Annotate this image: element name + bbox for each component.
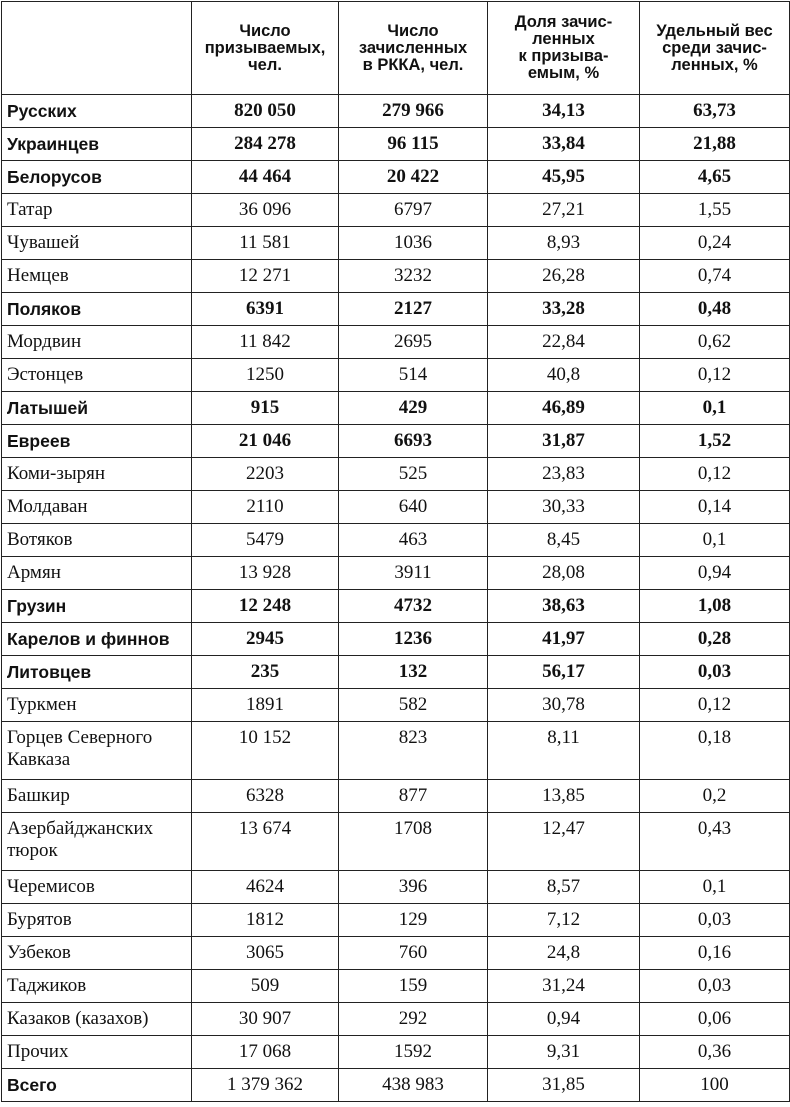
cell-called: 509	[192, 970, 339, 1003]
cell-nationality: Бурятов	[2, 904, 192, 937]
header-weight-line-1: Удельный вес	[656, 21, 773, 40]
cell-share: 41,97	[488, 623, 640, 656]
cell-nationality: Белорусов	[2, 161, 192, 194]
cell-enlisted: 429	[339, 392, 488, 425]
cell-enlisted: 463	[339, 524, 488, 557]
cell-share: 7,12	[488, 904, 640, 937]
header-weight-line-2: среди зачис-	[662, 38, 767, 57]
cell-share: 0,94	[488, 1003, 640, 1036]
cell-share: 38,63	[488, 590, 640, 623]
cell-share: 40,8	[488, 359, 640, 392]
cell-weight: 0,18	[640, 722, 790, 780]
cell-weight: 0,12	[640, 689, 790, 722]
cell-called: 30 907	[192, 1003, 339, 1036]
cell-share: 13,85	[488, 780, 640, 813]
cell-called: 2110	[192, 491, 339, 524]
cell-nationality: Евреев	[2, 425, 192, 458]
cell-enlisted: 1236	[339, 623, 488, 656]
cell-nationality: Горцев Северного Кавказа	[2, 722, 192, 780]
table-row	[2, 557, 790, 590]
cell-nationality: Русских	[2, 95, 192, 128]
cell-weight: 0,62	[640, 326, 790, 359]
header-enlisted-line-1: Число	[387, 21, 439, 40]
cell-weight: 4,65	[640, 161, 790, 194]
cell-share: 56,17	[488, 656, 640, 689]
header-enlisted-line-2: зачисленных	[358, 38, 468, 57]
cell-enlisted: 1708	[339, 813, 488, 871]
cell-enlisted: 20 422	[339, 161, 488, 194]
cell-called: 2203	[192, 458, 339, 491]
cell-called: 915	[192, 392, 339, 425]
cell-nationality: Чувашей	[2, 227, 192, 260]
cell-nationality: Татар	[2, 194, 192, 227]
cell-called: 11 581	[192, 227, 339, 260]
total-row	[2, 1069, 790, 1102]
cell-weight: 1,55	[640, 194, 790, 227]
header-called-line-3: чел.	[248, 55, 282, 74]
cell-nationality: Эстонцев	[2, 359, 192, 392]
header-share-line-2: ленных	[532, 30, 595, 48]
cell-called: 2945	[192, 623, 339, 656]
cell-nationality: Армян	[2, 557, 192, 590]
cell-share: 33,28	[488, 293, 640, 326]
cell-enlisted: 396	[339, 871, 488, 904]
cell-nationality: Грузин	[2, 590, 192, 623]
cell-weight: 0,03	[640, 904, 790, 937]
table-row	[2, 194, 790, 227]
cell-enlisted: 582	[339, 689, 488, 722]
table-row	[2, 689, 790, 722]
total-enlisted: 438 983	[339, 1069, 488, 1102]
cell-weight: 0,1	[640, 524, 790, 557]
total-called: 1 379 362	[192, 1069, 339, 1102]
cell-weight: 0,16	[640, 937, 790, 970]
cell-enlisted: 525	[339, 458, 488, 491]
cell-weight: 1,08	[640, 590, 790, 623]
cell-weight: 0,03	[640, 656, 790, 689]
cell-share: 8,57	[488, 871, 640, 904]
cell-nationality: Поляков	[2, 293, 192, 326]
cell-enlisted: 129	[339, 904, 488, 937]
cell-enlisted: 6797	[339, 194, 488, 227]
cell-share: 8,93	[488, 227, 640, 260]
cell-enlisted: 1592	[339, 1036, 488, 1069]
cell-called: 6391	[192, 293, 339, 326]
cell-called: 1812	[192, 904, 339, 937]
cell-called: 44 464	[192, 161, 339, 194]
table-row	[2, 458, 790, 491]
cell-nationality: Коми-зырян	[2, 458, 192, 491]
table-row	[2, 590, 790, 623]
header-share-line-1: Доля зачис-	[514, 13, 613, 31]
cell-nationality: Казаков (казахов)	[2, 1003, 192, 1036]
header-share-line-4: емым, %	[527, 64, 600, 82]
cell-enlisted: 1036	[339, 227, 488, 260]
cell-nationality: Молдаван	[2, 491, 192, 524]
table-row	[2, 425, 790, 458]
header-called-line-2: призываемых,	[204, 38, 326, 57]
cell-share: 30,33	[488, 491, 640, 524]
cell-called: 11 842	[192, 326, 339, 359]
table-row	[2, 491, 790, 524]
header-called-line-1: Число	[239, 21, 291, 40]
cell-called: 10 152	[192, 722, 339, 780]
cell-called: 12 271	[192, 260, 339, 293]
cell-called: 284 278	[192, 128, 339, 161]
cell-weight: 0,74	[640, 260, 790, 293]
header-weight	[640, 2, 790, 95]
cell-enlisted: 760	[339, 937, 488, 970]
table-row	[2, 392, 790, 425]
cell-enlisted: 823	[339, 722, 488, 780]
cell-nationality: Таджиков	[2, 970, 192, 1003]
cell-share: 12,47	[488, 813, 640, 871]
cell-share: 28,08	[488, 557, 640, 590]
cell-called: 13 674	[192, 813, 339, 871]
cell-called: 4624	[192, 871, 339, 904]
cell-called: 36 096	[192, 194, 339, 227]
table-row	[2, 260, 790, 293]
header-weight-line-3: ленных, %	[671, 55, 758, 74]
cell-called: 1891	[192, 689, 339, 722]
cell-weight: 0,03	[640, 970, 790, 1003]
cell-called: 5479	[192, 524, 339, 557]
cell-weight: 0,12	[640, 359, 790, 392]
cell-called: 12 248	[192, 590, 339, 623]
cell-nationality: Мордвин	[2, 326, 192, 359]
cell-called: 1250	[192, 359, 339, 392]
cell-weight: 0,48	[640, 293, 790, 326]
table-row	[2, 970, 790, 1003]
cell-nationality: Туркмен	[2, 689, 192, 722]
header-called	[192, 2, 339, 95]
cell-nationality: Вотяков	[2, 524, 192, 557]
cell-nationality: Азербайджанских тюрок	[2, 813, 192, 871]
table-row	[2, 161, 790, 194]
cell-share: 23,83	[488, 458, 640, 491]
total-share: 31,85	[488, 1069, 640, 1102]
table-row	[2, 656, 790, 689]
table-row	[2, 95, 790, 128]
cell-share: 31,24	[488, 970, 640, 1003]
table-body	[2, 95, 790, 1069]
cell-weight: 21,88	[640, 128, 790, 161]
cell-weight: 0,1	[640, 871, 790, 904]
cell-share: 27,21	[488, 194, 640, 227]
cell-weight: 0,24	[640, 227, 790, 260]
cell-share: 22,84	[488, 326, 640, 359]
cell-weight: 0,36	[640, 1036, 790, 1069]
cell-share: 9,31	[488, 1036, 640, 1069]
total-weight: 100	[640, 1069, 790, 1102]
header-enlisted	[339, 2, 488, 95]
header-row	[2, 2, 790, 95]
header-enlisted-line-3: в РККА, чел.	[362, 55, 464, 74]
table-row	[2, 524, 790, 557]
cell-share: 24,8	[488, 937, 640, 970]
cell-called: 17 068	[192, 1036, 339, 1069]
cell-nationality: Латышей	[2, 392, 192, 425]
table-row	[2, 293, 790, 326]
cell-nationality: Узбеков	[2, 937, 192, 970]
cell-enlisted: 2695	[339, 326, 488, 359]
cell-enlisted: 877	[339, 780, 488, 813]
cell-weight: 0,06	[640, 1003, 790, 1036]
cell-nationality: Литовцев	[2, 656, 192, 689]
enlistment-table	[1, 1, 790, 1102]
cell-share: 33,84	[488, 128, 640, 161]
table-row	[2, 359, 790, 392]
cell-share: 46,89	[488, 392, 640, 425]
header-nationality	[2, 2, 192, 95]
cell-enlisted: 3911	[339, 557, 488, 590]
cell-enlisted: 159	[339, 970, 488, 1003]
table-row	[2, 1003, 790, 1036]
cell-called: 3065	[192, 937, 339, 970]
cell-enlisted: 96 115	[339, 128, 488, 161]
header-share-line-3: к призыва-	[518, 47, 609, 65]
cell-nationality: Прочих	[2, 1036, 192, 1069]
cell-enlisted: 292	[339, 1003, 488, 1036]
table-row	[2, 722, 790, 780]
cell-enlisted: 2127	[339, 293, 488, 326]
table-row	[2, 128, 790, 161]
cell-share: 45,95	[488, 161, 640, 194]
cell-weight: 0,94	[640, 557, 790, 590]
table-row	[2, 813, 790, 871]
table-row	[2, 623, 790, 656]
table-row	[2, 871, 790, 904]
cell-called: 13 928	[192, 557, 339, 590]
cell-weight: 1,52	[640, 425, 790, 458]
total-label: Всего	[2, 1069, 192, 1102]
cell-called: 235	[192, 656, 339, 689]
cell-weight: 0,12	[640, 458, 790, 491]
table-row	[2, 937, 790, 970]
cell-weight: 63,73	[640, 95, 790, 128]
cell-enlisted: 279 966	[339, 95, 488, 128]
cell-enlisted: 514	[339, 359, 488, 392]
table-row	[2, 780, 790, 813]
cell-weight: 0,43	[640, 813, 790, 871]
cell-share: 30,78	[488, 689, 640, 722]
cell-nationality: Черемисов	[2, 871, 192, 904]
cell-enlisted: 640	[339, 491, 488, 524]
cell-enlisted: 132	[339, 656, 488, 689]
cell-share: 31,87	[488, 425, 640, 458]
table-row	[2, 227, 790, 260]
cell-nationality: Украинцев	[2, 128, 192, 161]
cell-weight: 0,28	[640, 623, 790, 656]
cell-called: 6328	[192, 780, 339, 813]
cell-nationality: Карелов и финнов	[2, 623, 192, 656]
cell-nationality: Башкир	[2, 780, 192, 813]
table-row	[2, 326, 790, 359]
cell-share: 8,45	[488, 524, 640, 557]
cell-share: 26,28	[488, 260, 640, 293]
cell-weight: 0,2	[640, 780, 790, 813]
cell-share: 34,13	[488, 95, 640, 128]
cell-enlisted: 3232	[339, 260, 488, 293]
cell-called: 820 050	[192, 95, 339, 128]
cell-weight: 0,14	[640, 491, 790, 524]
cell-called: 21 046	[192, 425, 339, 458]
table-row	[2, 1036, 790, 1069]
cell-enlisted: 4732	[339, 590, 488, 623]
table-row	[2, 904, 790, 937]
cell-share: 8,11	[488, 722, 640, 780]
cell-enlisted: 6693	[339, 425, 488, 458]
cell-weight: 0,1	[640, 392, 790, 425]
cell-nationality: Немцев	[2, 260, 192, 293]
header-share	[488, 2, 640, 95]
